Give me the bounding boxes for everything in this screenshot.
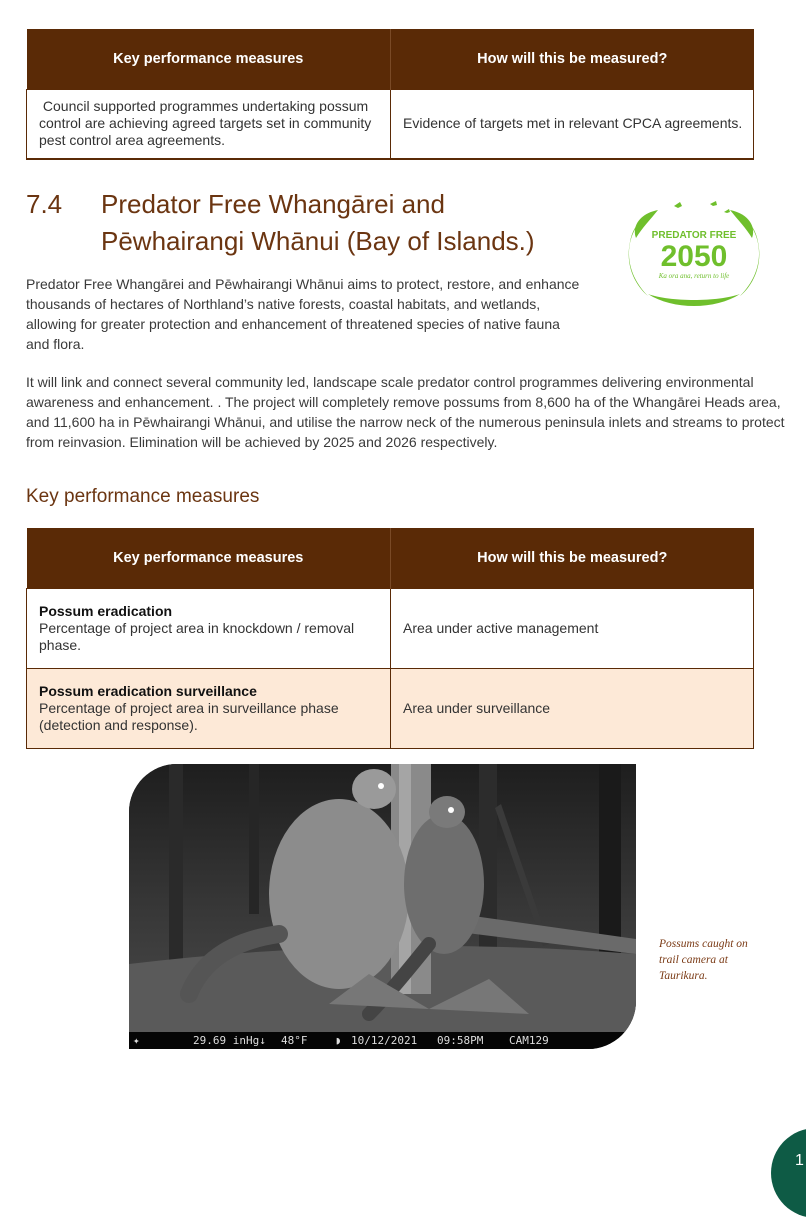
camera-time: 09:58PM — [437, 1034, 484, 1047]
intro-paragraph: Predator Free Whangārei and Pēwhairangi Whānui aims to protect, restore, and enhance thousands of hectares of Northland’s native forests, coastal habitats, and wetlands, allowing for greater protection and enhancement of threatened species of native fauna and flora. — [26, 276, 580, 352]
page-number-tab — [771, 1128, 806, 1218]
table-cell-how: Evidence of targets met in relevant CPCA agreements. — [391, 90, 754, 160]
table-row — [27, 669, 754, 749]
table-cell-measure: Council supported programmes undertaking possum control are achieving agreed targets set in community pest control area agreements. — [27, 90, 391, 160]
table-header-how: How will this be measured? — [391, 29, 754, 90]
table-row — [27, 90, 754, 160]
camera-logo-icon: ✦ — [133, 1034, 140, 1047]
moon-icon: ◗ — [335, 1034, 342, 1047]
table-header-measure: Key performance measures — [27, 528, 391, 589]
table-header-how: How will this be measured? — [391, 528, 754, 589]
photo-caption: Possums caught on trail camera at Taurikura. — [659, 938, 748, 982]
logo-tagline: Ka ora ana, return to life — [658, 272, 730, 280]
section-number: 7.4 — [26, 189, 63, 219]
page-number: 1 — [795, 1152, 804, 1169]
trail-camera-photo — [129, 764, 636, 1049]
camera-temp: 48°F — [281, 1034, 308, 1047]
camera-pressure: 29.69 inHg↓ — [193, 1034, 266, 1047]
camera-id: CAM129 — [509, 1034, 549, 1047]
table-header-measure: Key performance measures — [27, 29, 391, 90]
logo-year: 2050 — [660, 240, 728, 273]
table-cell-measure — [27, 589, 391, 669]
predator-free-2050-logo — [618, 198, 770, 310]
possum-photo-illustration — [129, 764, 636, 1032]
kpm-subheading: Key performance measures — [26, 486, 260, 507]
measure-title: Possum eradication surveillance — [39, 683, 257, 699]
kpm-table-top — [26, 29, 754, 160]
table-cell-how: Area under active management — [391, 589, 754, 669]
logo-line1: PREDATOR FREE — [651, 230, 737, 241]
table-row — [27, 589, 754, 669]
section-heading — [26, 186, 626, 260]
detail-paragraph: It will link and connect several community led, landscape scale predator control programmes delivering environmental awareness and enhancement. . The project will completely remove possums from 8,600 ha of the Whangārei Heads area, and 11,600 ha in Pēwhairangi Whānui, and utilise the narrow neck of the numerous peninsula inlets and streams to protect from reinvasion. Elimination will be achieved by 2025 and 2026 respectively. — [26, 374, 785, 450]
table-cell-measure — [27, 669, 391, 749]
camera-date: 10/12/2021 — [351, 1034, 418, 1047]
measure-title: Possum eradication — [39, 603, 173, 619]
camera-info-bar — [129, 1032, 636, 1049]
table-cell-how: Area under surveillance — [391, 669, 754, 749]
measure-detail: Percentage of project area in knockdown / removal phase. — [39, 620, 355, 653]
section-title-line1: Predator Free Whangārei and — [101, 189, 445, 219]
kpm-table-bottom — [26, 528, 754, 749]
measure-detail: Percentage of project area in surveillance phase (detection and response). — [39, 700, 339, 733]
section-title-line2: Pēwhairangi Whānui (Bay of Islands.) — [101, 226, 535, 256]
